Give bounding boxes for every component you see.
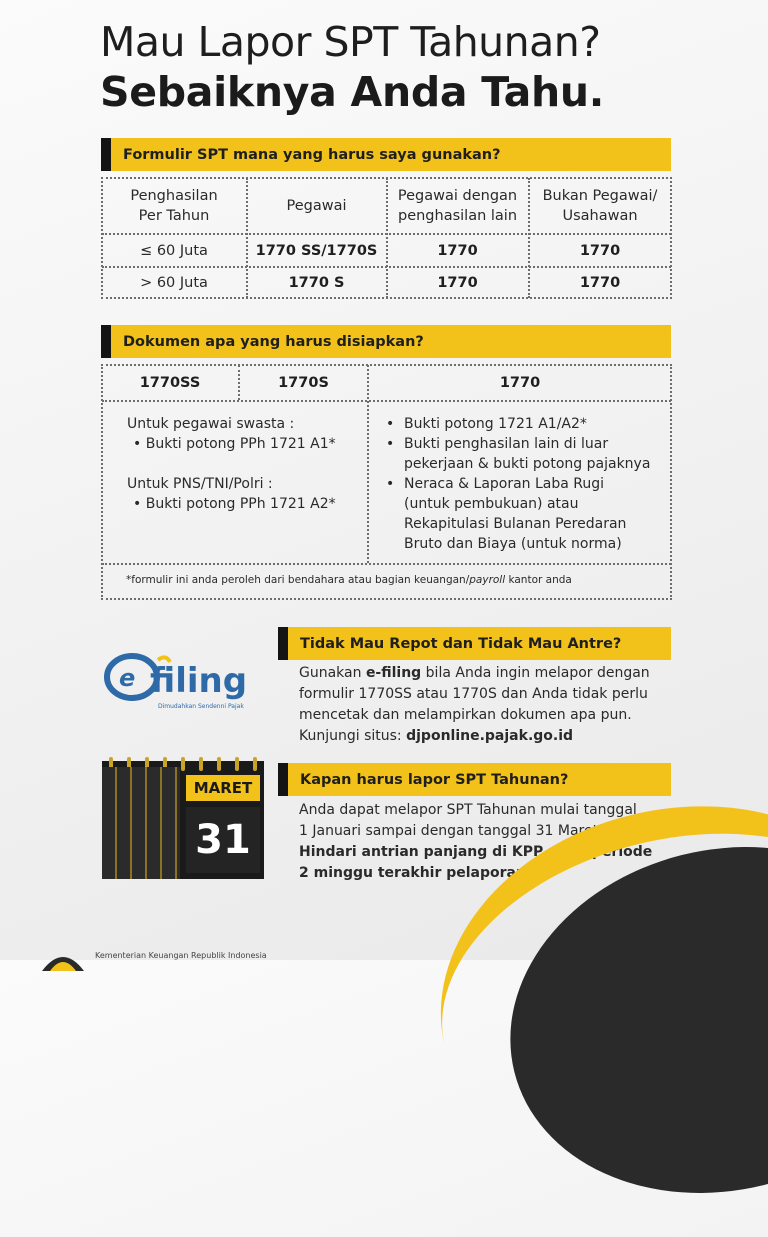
doc-1770-bullet: • — [386, 476, 395, 492]
table-row-1-non-employee: 1770 — [579, 242, 621, 259]
ministry-emblem-icon — [40, 941, 86, 971]
deadline-line1: Anda dapat melapor SPT Tahunan mulai tanggal — [299, 802, 637, 818]
section1-header — [101, 138, 671, 171]
table-header-employee: Pegawai — [286, 197, 347, 214]
deadline-line3: Hindari antrian panjang di KPP pada periode — [299, 844, 653, 860]
table-header-income: Penghasilan Per Tahun — [130, 187, 218, 224]
deadline-line4: 2 minggu terakhir pelaporan. — [299, 865, 532, 881]
deadline-line2: 1 Januari sampai dengan tanggal 31 Maret. — [299, 823, 603, 839]
doc-1770-item: Bukti potong 1721 A1/A2* — [404, 416, 587, 432]
efiling-line1 — [299, 663, 650, 684]
table-row-1-other-income: 1770 — [437, 242, 478, 259]
table-header-employee-other-income: Pegawai dengan penghasilan lain — [397, 187, 518, 224]
visit-label: Kunjungi situs: — [299, 728, 407, 744]
civil-servant-item: • Bukti potong PPh 1721 A2* — [133, 496, 336, 512]
doc-1770-bullet: • — [386, 436, 395, 452]
efiling-bold: e-filing — [365, 665, 422, 681]
section3-header — [278, 627, 671, 660]
footnote-text-end: kantor anda — [505, 574, 572, 586]
table-row-1-employee: 1770 SS/1770S — [255, 242, 378, 259]
page-title-line1: Mau Lapor SPT Tahunan? — [100, 18, 601, 66]
table-row-2-income: > 60 Juta — [140, 275, 208, 291]
civil-servant-item-text: Bukti potong PPh 1721 A2* — [145, 496, 336, 512]
efiling-line2: formulir 1770SS atau 1770S dan Anda tidak perlu — [299, 686, 648, 702]
section1-title: Formulir SPT mana yang harus saya gunakan? — [123, 146, 501, 163]
calendar-icon — [102, 761, 264, 879]
doc-1770-item: Neraca & Laporan Laba Rugi (untuk pembukuan) atau Rekapitulasi Bulanan Peredaran Bruto dan Biaya (untuk norma) — [404, 476, 627, 552]
doc-header-1770: 1770 — [499, 375, 541, 391]
calendar-month: MARET — [186, 775, 260, 801]
private-employee-label: Untuk pegawai swasta : — [127, 416, 295, 432]
efiling-line4 — [299, 726, 573, 747]
footnote-text: *formulir ini anda peroleh dari bendahara atau bagian keuangan/ — [126, 574, 470, 586]
doc-header-1770s: 1770S — [278, 375, 329, 391]
doc-1770-item: Bukti penghasilan lain di luar pekerjaan & bukti potong pajaknya — [404, 436, 651, 472]
table-row-2-employee: 1770 S — [288, 275, 345, 291]
efiling-line3: mencetak dan melampirkan dokumen apa pun. — [299, 707, 632, 723]
table-divider — [102, 400, 671, 402]
efiling-logo-letter: e — [119, 664, 136, 692]
table-row-2-other-income: 1770 — [437, 275, 478, 291]
calendar-day: 31 — [186, 807, 260, 873]
efiling-text: Gunakan — [299, 665, 366, 681]
djponline-link[interactable]: djponline.pajak.go.id — [406, 728, 574, 744]
doc-header-1770ss: 1770SS — [139, 375, 201, 391]
section4-header — [278, 763, 671, 796]
table-row-2-non-employee: 1770 — [579, 275, 621, 291]
civil-servant-label: Untuk PNS/TNI/Polri : — [127, 476, 273, 492]
calendar-pages — [102, 767, 180, 879]
efiling-logo-text: filing — [150, 661, 248, 701]
section4-title: Kapan harus lapor SPT Tahunan? — [300, 771, 569, 788]
section3-title: Tidak Mau Repot dan Tidak Mau Antre? — [300, 635, 622, 652]
efiling-text-2: bila Anda ingin melapor dengan — [421, 665, 650, 681]
footnote — [126, 570, 572, 590]
page-title-line2: Sebaiknya Anda Tahu. — [100, 68, 605, 116]
table-header-non-employee: Bukan Pegawai/ Usahawan — [542, 187, 658, 224]
table-divider — [102, 563, 671, 565]
efiling-logo — [100, 648, 270, 714]
footnote-italic: payroll — [469, 574, 506, 586]
table-row-1-income: ≤ 60 Juta — [140, 242, 208, 259]
section2-title: Dokumen apa yang harus disiapkan? — [123, 333, 424, 350]
doc-1770-bullet: • — [386, 416, 395, 432]
private-employee-item-text: Bukti potong PPh 1721 A1* — [145, 436, 336, 452]
footer-text: Kementerian Keuangan Republik Indonesia — [95, 951, 267, 960]
private-employee-item: • Bukti potong PPh 1721 A1* — [133, 436, 336, 452]
section2-header — [101, 325, 671, 358]
efiling-logo-tagline: Dimudahkan Sendenni Pajak — [158, 703, 244, 710]
